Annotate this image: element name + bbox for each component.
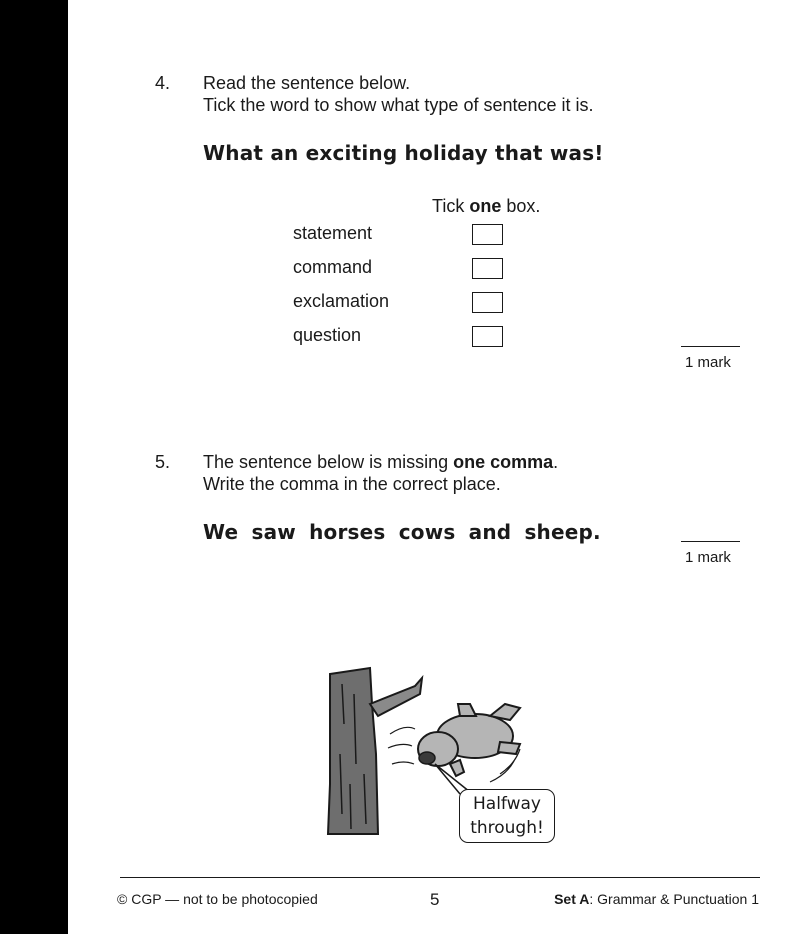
footer-set-rest: : Grammar & Punctuation 1 xyxy=(589,891,759,907)
mark-answer-line-q5 xyxy=(681,541,740,542)
footer-set-bold: Set A xyxy=(554,891,590,907)
option-label-statement: statement xyxy=(293,223,373,243)
tickbox-command[interactable] xyxy=(472,258,503,279)
tickbox-exclamation[interactable] xyxy=(472,292,503,313)
page-number: 5 xyxy=(430,890,440,909)
question-5-instruction-1-bold: one comma xyxy=(453,452,554,472)
page-margin-bar xyxy=(0,0,68,934)
tickbox-statement[interactable] xyxy=(472,224,503,245)
question-5-sentence[interactable]: We saw horses cows and sheep. xyxy=(203,520,601,544)
speech-bubble xyxy=(459,789,555,843)
question-5-instruction-1-suffix: . xyxy=(553,452,559,472)
mark-label-q4: 1 mark xyxy=(685,354,731,371)
tick-instruction-suffix: box. xyxy=(501,196,541,216)
tick-instruction-bold: one xyxy=(469,196,502,216)
option-label-command: command xyxy=(293,257,373,277)
speech-line-1: Halfway xyxy=(473,794,541,814)
footer-divider xyxy=(120,877,760,878)
question-5-instruction-1 xyxy=(203,452,558,473)
tick-instruction-prefix: Tick xyxy=(432,196,470,216)
option-label-exclamation: exclamation xyxy=(293,291,390,311)
question-4-sentence: What an exciting holiday that was! xyxy=(203,141,604,165)
footer-copyright: © CGP — not to be photocopied xyxy=(117,891,318,907)
footer-set-title xyxy=(554,891,759,907)
tree-trunk xyxy=(328,668,378,834)
question-4-number: 4. xyxy=(155,73,171,93)
option-label-question: question xyxy=(293,325,362,345)
question-5-number: 5. xyxy=(155,452,171,472)
mark-answer-line-q4 xyxy=(681,346,740,347)
speech-line-2: through! xyxy=(470,818,544,838)
question-5-instruction-2: Write the comma in the correct place. xyxy=(203,474,501,494)
mark-label-q5: 1 mark xyxy=(685,549,731,566)
tick-instruction xyxy=(432,196,540,217)
question-4-instruction-1: Read the sentence below. xyxy=(203,73,411,93)
question-5-instruction-1-prefix: The sentence below is missing xyxy=(203,452,454,472)
question-4-instruction-2: Tick the word to show what type of sentence it is. xyxy=(203,95,594,115)
tickbox-question[interactable] xyxy=(472,326,503,347)
